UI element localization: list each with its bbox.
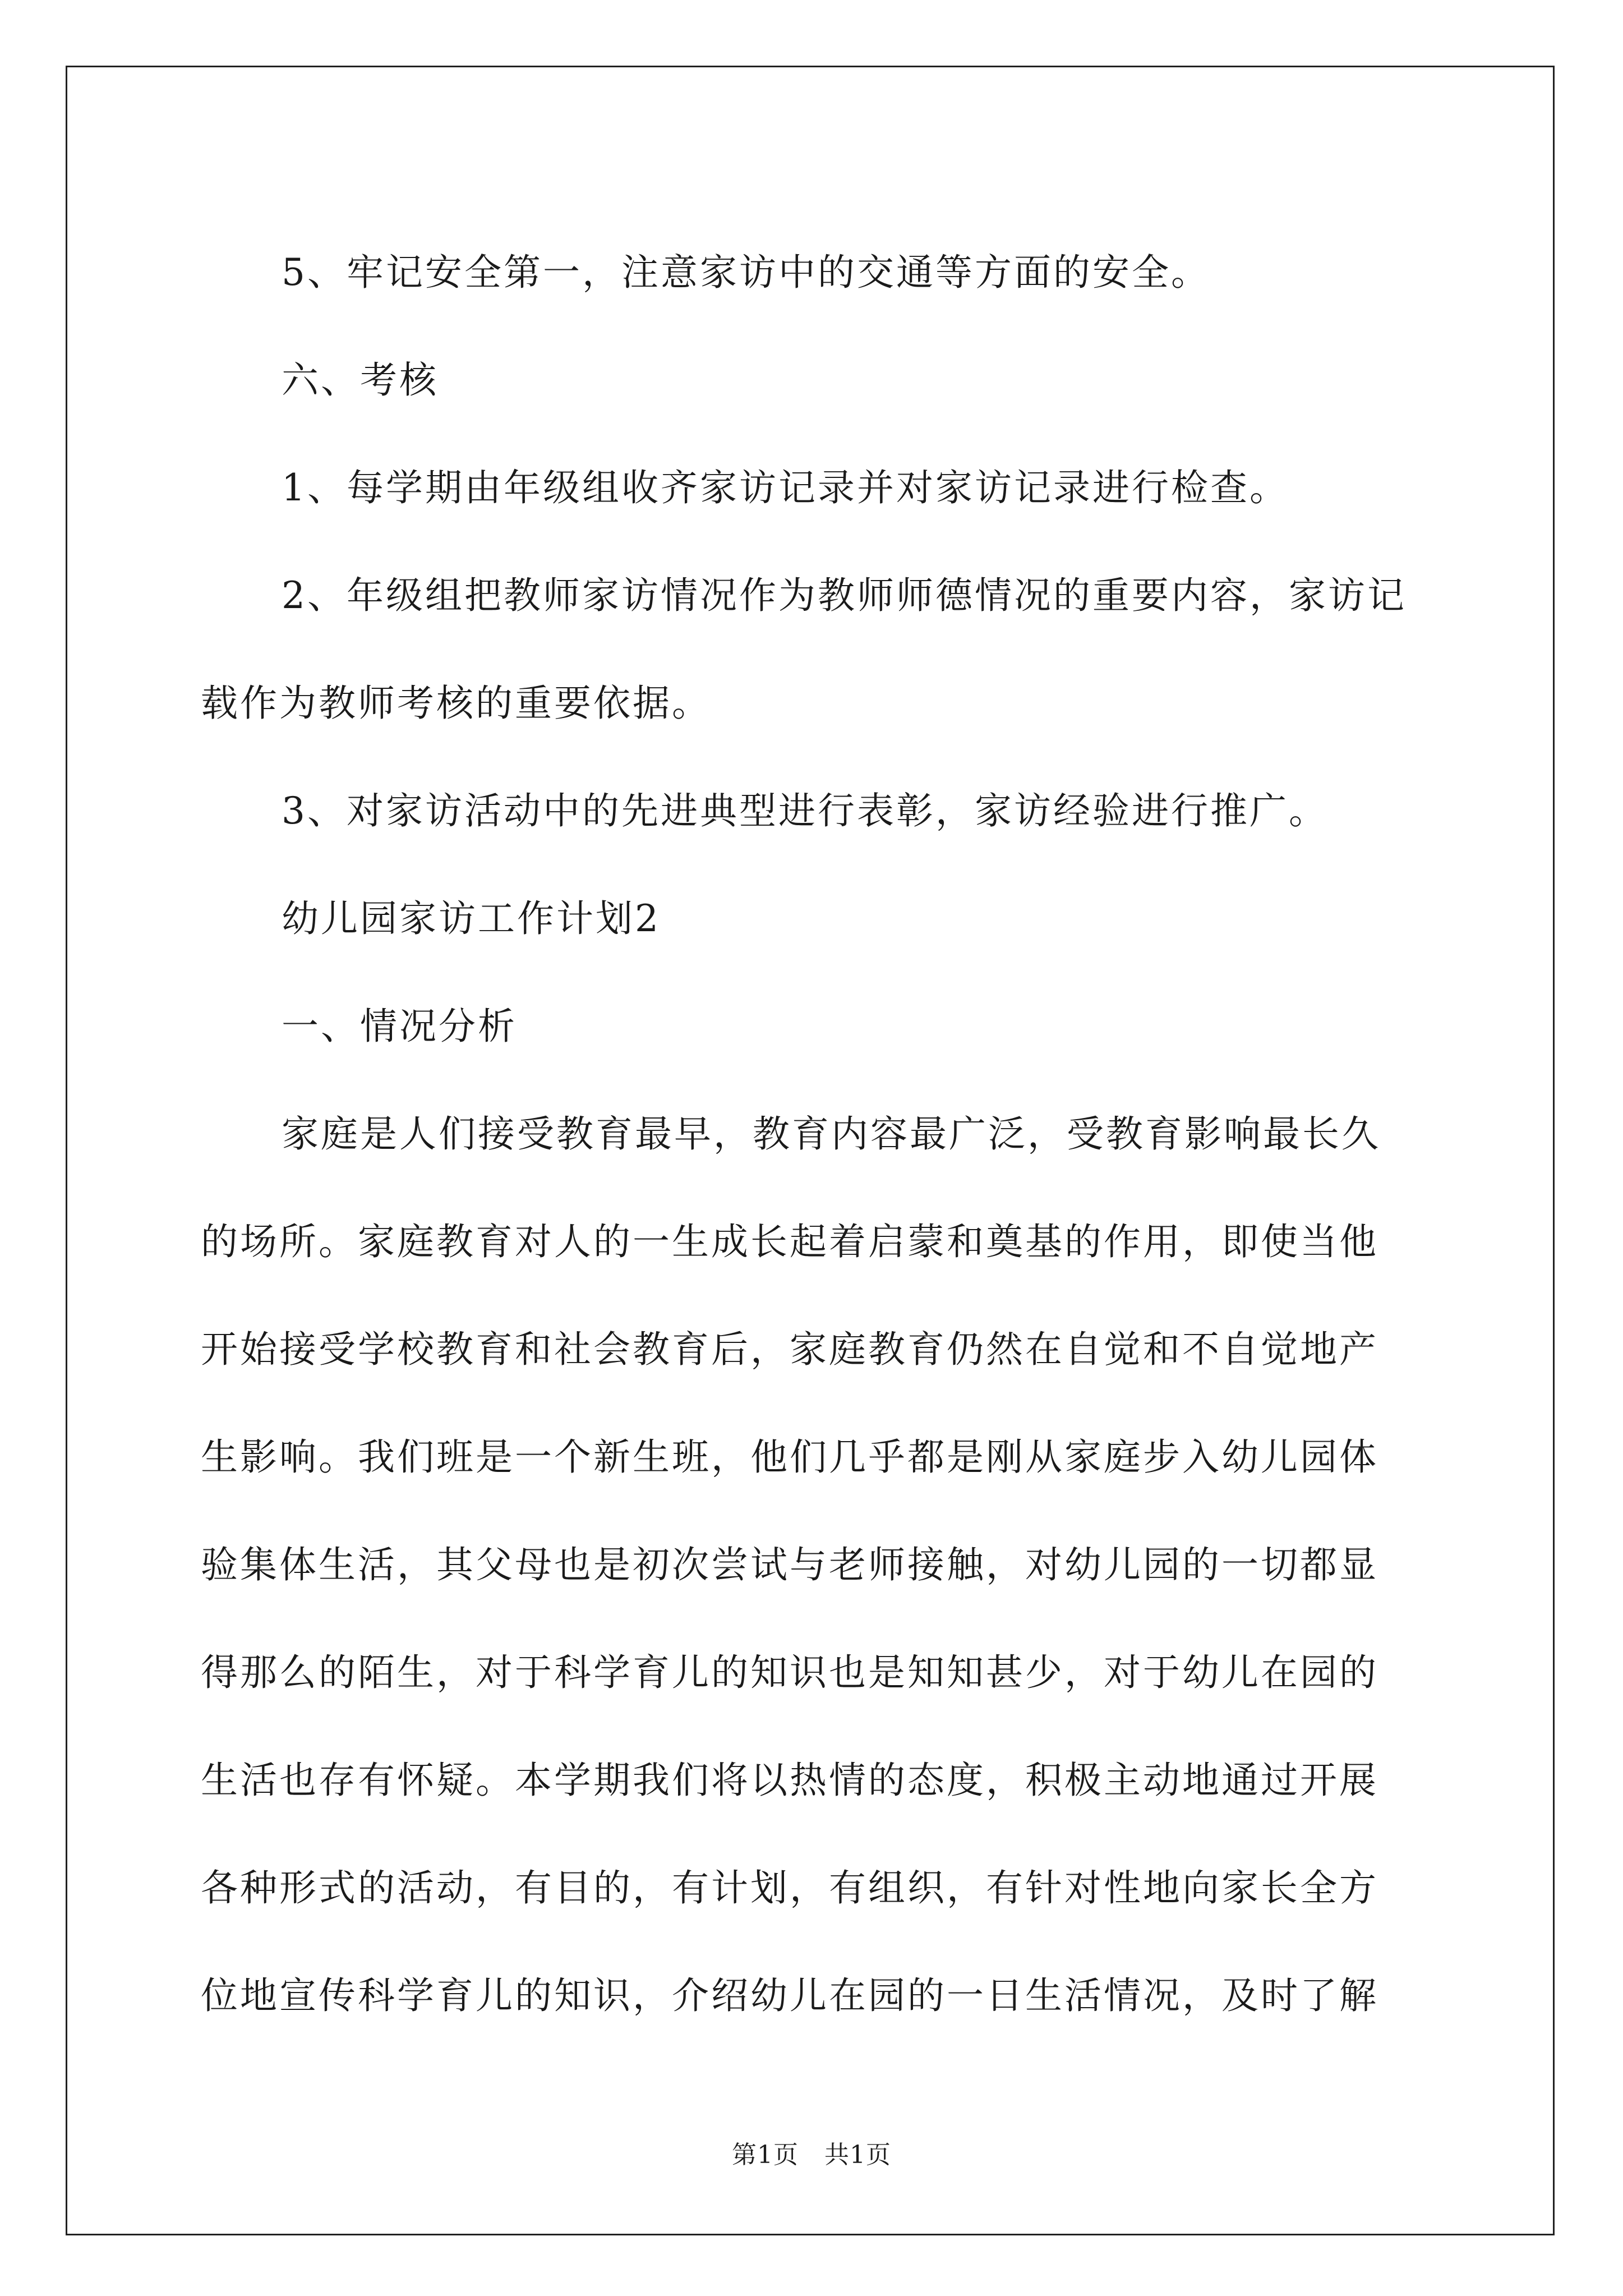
- text-line: 验集体生活，其父母也是初次尝试与老师接触，对幼儿园的一切都显: [201, 1543, 1378, 1586]
- text-line: 生活也存有怀疑。本学期我们将以热情的态度，积极主动地通过开展: [201, 1759, 1378, 1802]
- text-line: 开始接受学校教育和社会教育后，家庭教育仍然在自觉和不自觉地产: [201, 1328, 1378, 1371]
- text-line: 1、每学期由年级组收齐家访记录并对家访记录进行检查。: [282, 466, 1289, 509]
- text-line: 5、牢记安全第一，注意家访中的交通等方面的安全。: [282, 251, 1210, 294]
- page-number: 第1页: [732, 2141, 799, 2169]
- text-line: 家庭是人们接受教育最早，教育内容最广泛，受教育影响最长久: [282, 1112, 1381, 1156]
- page-footer: [0, 2134, 1623, 2170]
- text-line: 得那么的陌生，对于科学育儿的知识也是知知甚少，对于幼儿在园的: [201, 1651, 1378, 1694]
- section-heading: 六、考核: [282, 358, 439, 402]
- text-line: 载作为教师考核的重要依据。: [201, 682, 711, 725]
- text-line: 各种形式的活动，有目的，有计划，有组织，有针对性地向家长全方: [201, 1866, 1378, 1910]
- text-line: 的场所。家庭教育对人的一生成长起着启蒙和奠基的作用，即使当他: [201, 1220, 1378, 1263]
- text-line: 位地宣传科学育儿的知识，介绍幼儿在园的一日生活情况，及时了解: [201, 1974, 1378, 2017]
- document-title: 幼儿园家访工作计划2: [282, 897, 661, 940]
- text-line: 2、年级组把教师家访情况作为教师师德情况的重要内容，家访记: [282, 574, 1407, 617]
- text-line: 3、对家访活动中的先进典型进行表彰，家访经验进行推广。: [282, 789, 1328, 832]
- section-heading: 一、情况分析: [282, 1005, 517, 1048]
- page-total: 共1页: [824, 2141, 891, 2169]
- document-body: [201, 219, 1423, 2050]
- text-line: 生影响。我们班是一个新生班，他们几乎都是刚从家庭步入幼儿园体: [201, 1435, 1378, 1479]
